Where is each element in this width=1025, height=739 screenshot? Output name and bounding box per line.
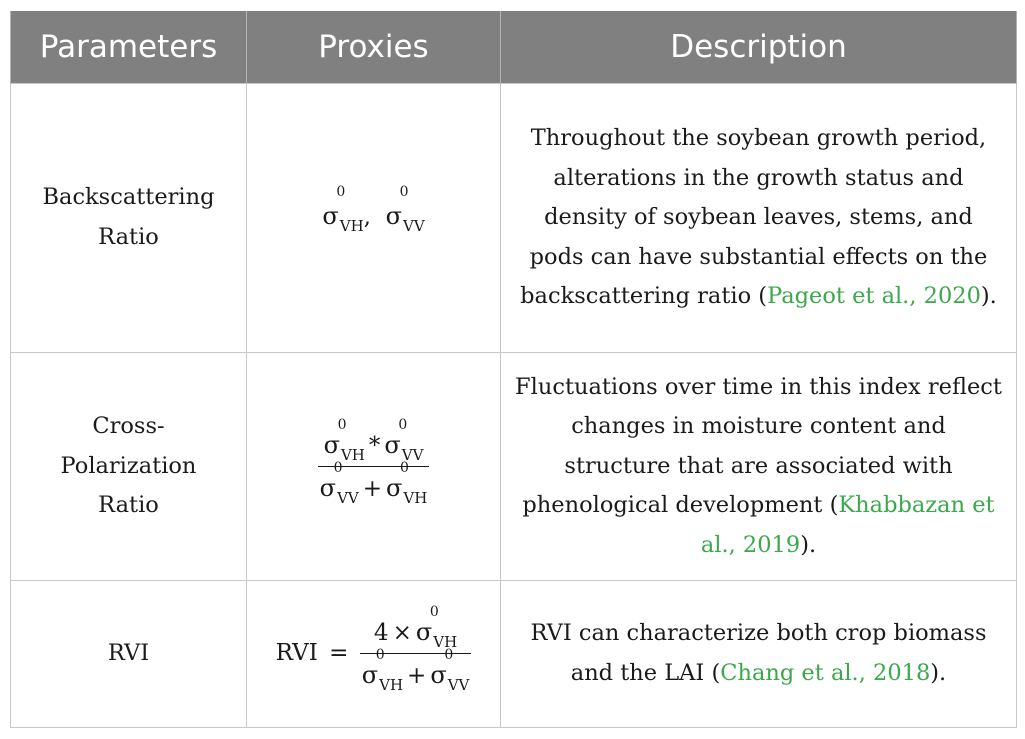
parameter-line: Cross-	[92, 413, 165, 440]
sigma-symbol: σ	[361, 661, 379, 689]
description-text: Fluctuations over time in this index reflect changes in moisture content and structure that are associated with phenological development (	[515, 373, 1002, 519]
sigma-symbol: σ	[415, 618, 433, 646]
subscript: VV	[337, 488, 359, 507]
superscript: 0	[337, 416, 347, 433]
superscript: 0	[429, 604, 439, 620]
subscript: VH	[379, 676, 404, 694]
subscript: VV	[447, 676, 470, 694]
proxy-formula	[322, 183, 425, 235]
description-text: RVI can characterize both crop biomass and the LAI (	[530, 620, 987, 686]
parameter-cell	[11, 581, 247, 728]
citation-link[interactable]: Chang et al., 2018	[720, 660, 931, 686]
description-cell	[501, 84, 1017, 353]
fraction-denominator	[360, 647, 472, 694]
subscript: VH	[403, 488, 428, 507]
header-parameters: Parameters	[11, 11, 247, 84]
citation-link[interactable]: Pageot et al., 2020	[767, 283, 981, 310]
parameter-line: Ratio	[98, 492, 159, 519]
subscript: VV	[402, 216, 425, 235]
parameter-line: Polarization	[60, 452, 197, 479]
proxy-cell	[247, 84, 501, 353]
superscript: 0	[444, 647, 454, 663]
parameters-table	[10, 11, 1017, 728]
superscript: 0	[333, 459, 343, 476]
sigma-symbol: σ	[322, 201, 339, 230]
separator: ,	[363, 203, 371, 230]
citation-link[interactable]: Khabbazan et al., 2019	[700, 492, 995, 558]
header-description: Description	[501, 11, 1017, 84]
proxy-fraction	[318, 416, 430, 507]
sigma-symbol: σ	[385, 201, 402, 230]
proxy-cell	[247, 581, 501, 728]
description-tail: ).	[930, 660, 947, 686]
sigma-symbol: σ	[384, 430, 401, 459]
sigma-symbol: σ	[319, 473, 337, 502]
header-proxies: Proxies	[247, 11, 501, 84]
superscript: 0	[399, 183, 409, 200]
table-row-backscattering	[11, 84, 1017, 353]
table-row-rvi	[11, 581, 1017, 728]
sigma-symbol: σ	[386, 473, 403, 502]
description-text: Throughout the soybean growth period, alterations in the growth status and density of soybean leaves, stems, and pods can have substantial effects on the backscattering ratio (	[520, 125, 988, 310]
subscript: VV	[401, 445, 424, 464]
sigma-symbol: σ	[430, 661, 447, 689]
operator: +	[407, 663, 427, 689]
description-tail: ).	[800, 531, 817, 558]
subscript: VH	[433, 633, 458, 651]
formula-lhs: RVI	[275, 640, 318, 667]
table-row-cross-polarization	[11, 353, 1017, 581]
subscript: VH	[339, 216, 364, 235]
proxy-formula	[275, 604, 472, 694]
parameter-line: Backscattering	[42, 184, 215, 211]
superscript: 0	[400, 459, 409, 476]
operator: +	[362, 475, 383, 502]
sigma-symbol: σ	[323, 430, 340, 459]
description-tail: ).	[980, 283, 997, 310]
parameter-cell	[11, 353, 247, 581]
operator: ×	[392, 620, 412, 646]
coefficient: 4	[373, 620, 389, 646]
operator: *	[368, 432, 381, 459]
proxy-fraction	[360, 604, 472, 694]
header-row	[11, 11, 1017, 84]
description-cell	[501, 353, 1017, 581]
equals-sign: =	[329, 640, 349, 667]
superscript: 0	[336, 183, 346, 200]
superscript: 0	[398, 416, 408, 433]
parameter-cell	[11, 84, 247, 353]
parameter-line: RVI	[107, 640, 150, 667]
parameter-line: Ratio	[98, 224, 159, 250]
proxy-cell	[247, 353, 501, 581]
description-cell	[501, 581, 1017, 728]
superscript: 0	[375, 647, 385, 663]
subscript: VH	[340, 445, 365, 464]
fraction-denominator	[318, 459, 430, 507]
